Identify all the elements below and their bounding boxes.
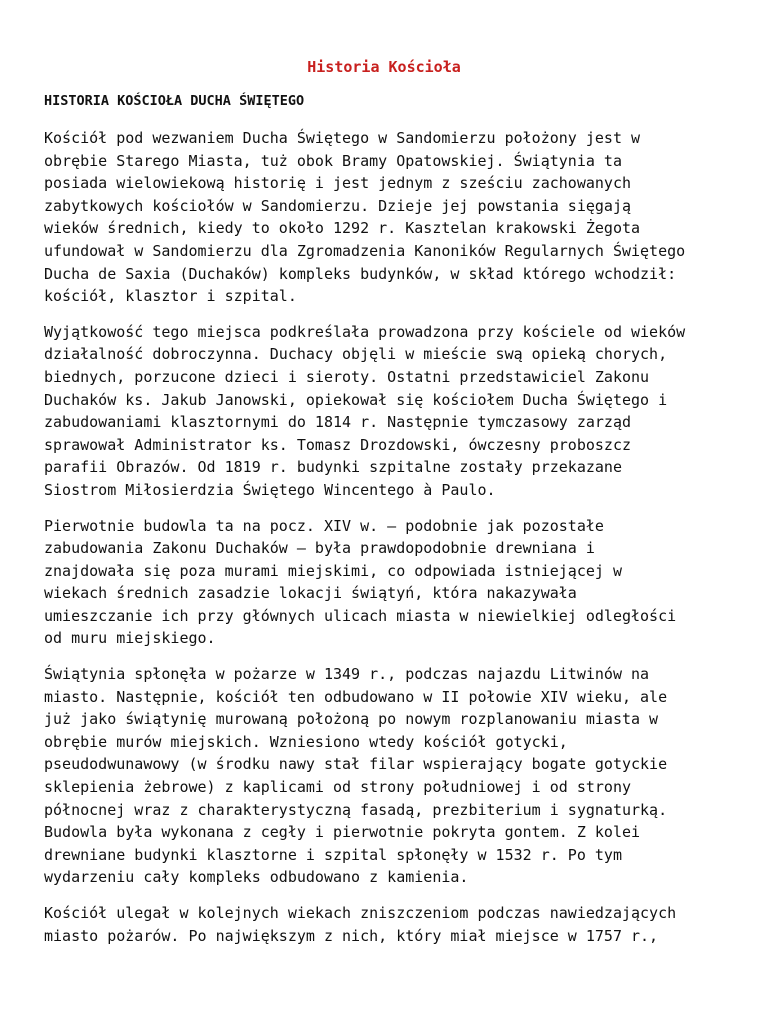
paragraph-1: Kościół pod wezwaniem Ducha Świętego w Sandomierzu położony jest w obrębie Starego Miasta, tuż obok Bramy Opatowskiej. Świątynia ta posiada wielowiekową historię i jest jednym z sześciu zachowanych zabytkowych kościołów w Sandomierzu. Dzieje jej powstania sięgają wieków średnich, kiedy to około 1292 r. Kasztelan krakowski Żegota ufundował w Sandomierzu dla Zgromadzenia Kanoników Regularnych Świętego Ducha de Saxia (Duchaków) kompleks budynków, w skład którego wchodził: kościół, klasztor i szpital. bbox=[44, 129, 686, 306]
paragraph-5: Kościół ulegał w kolejnych wiekach zniszczeniom podczas nawiedzających miasto pożarów. Po największym z nich, który miał miejsce w 1757 r., bbox=[44, 904, 677, 945]
document-body bbox=[44, 127, 724, 960]
document-title: Historia Kościoła bbox=[307, 58, 461, 76]
paragraph-2: Wyjątkowość tego miejsca podkreślała prowadzona przy kościele od wieków działalność dobroczynna. Duchacy objęli w mieście swą opieką chorych, biednych, porzucone dzieci i sieroty. Ostatni przedstawiciel Zakonu Duchaków ks. Jakub Janowski, opiekował się kościołem Ducha Świętego i zabudowaniami klasztornymi do 1814 r. Następnie tymczasowy zarząd sprawował Administrator ks. Tomasz Drozdowski, ówczesny proboszcz parafii Obrazów. Od 1819 r. budynki szpitalne zostały przekazane Siostrom Miłosierdzia Świętego Wincentego à Paulo. bbox=[44, 322, 686, 499]
paragraph-4: Świątynia spłonęła w pożarze w 1349 r., podczas najazdu Litwinów na miasto. Następnie, kościół ten odbudowano w II połowie XIV wieku, ale już jako świątynię murowaną położoną po nowym rozplanowaniu miasta w obrębie murów miejskich. Wzniesiono wtedy kościół gotycki, pseudodwunawowy (w środku nawy stał filar wspierający bogate gotyckie sklepienia żebrowe) z kaplicami od strony południowej i od strony północnej wraz z charakterystyczną fasadą, prezbiterium i sygnaturką. Budowla była wykonana z cegły i pierwotnie pokryta gontem. Z kolei drewniane budynki klasztorne i szpital spłonęły w 1532 r. Po tym wydarzeniu cały kompleks odbudowano z kamienia. bbox=[44, 665, 668, 887]
section-heading: HISTORIA KOŚCIOŁA DUCHA ŚWIĘTEGO bbox=[44, 93, 305, 109]
paragraph-3: Pierwotnie budowla ta na pocz. XIV w. – podobnie jak pozostałe zabudowania Zakonu Duchaków – była prawdopodobnie drewniana i znajdowała się poza murami miejskimi, co odpowiada istniejącej w wiekach średnich zasadzie lokacji świątyń, która nakazywała umieszczanie ich przy głównych ulicach miasta w niewielkiej odległości od muru miejskiego. bbox=[44, 516, 677, 648]
